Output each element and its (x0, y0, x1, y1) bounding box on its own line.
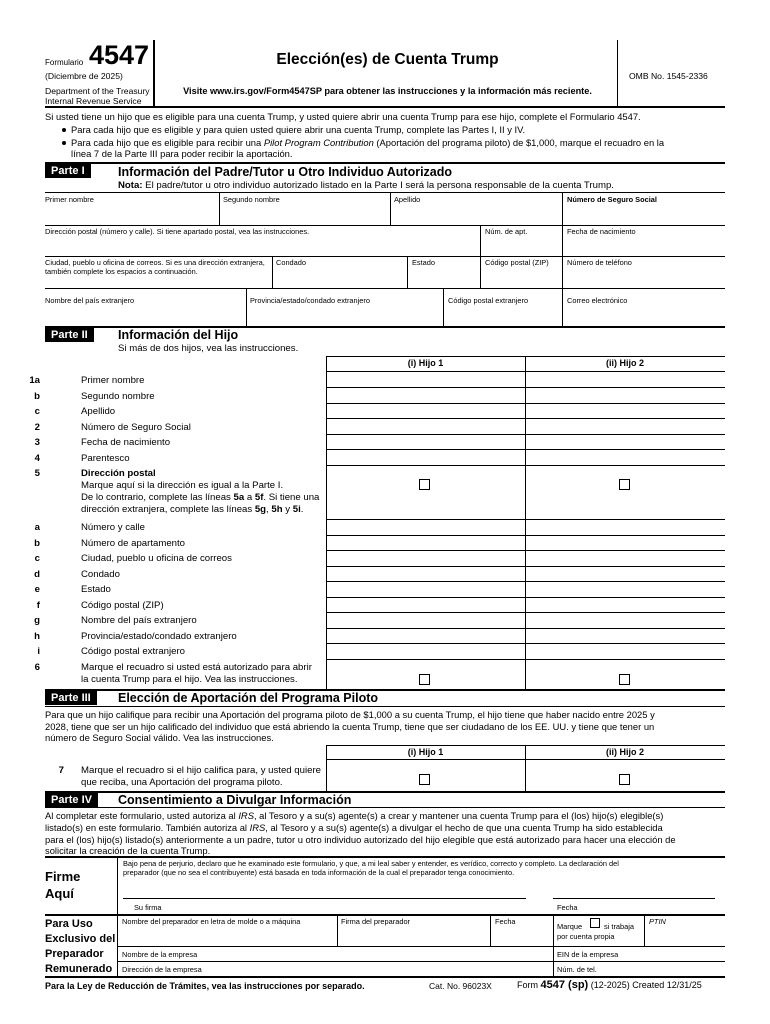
field-first-name[interactable]: Primer nombre (45, 195, 94, 204)
line-6-text-1: Marque el recuadro si usted está autorizado para abrir (81, 662, 312, 673)
ptin-field[interactable]: PTIN (649, 917, 666, 926)
line-5a: Número y calle (81, 522, 145, 533)
line-num: c (34, 406, 40, 417)
perjury-text-1: Bajo pena de perjurio, declaro que he examinado este formulario, y que, a mi leal saber y entender, es verídico, correcto y completo. La declaración del (123, 859, 619, 868)
line-dob: Fecha de nacimiento (81, 437, 171, 448)
perjury-text-2: preparador (que no sea el contribuyente) está basada en toda información de la cual el preparador tenga conocimiento. (123, 868, 515, 877)
preparer-label-3: Preparador (45, 948, 104, 960)
line-5c: Ciudad, pueblo u oficina de correos (81, 553, 232, 564)
line-num: 7 (58, 765, 64, 776)
part-2-subtitle: Si más de dos hijos, vea las instrucciones. (118, 343, 299, 354)
field-email[interactable]: Correo electrónico (567, 296, 628, 305)
part-1-note: Nota: El padre/tutor u otro individuo autorizado listado en la Parte I será la persona responsable de la cuenta Trump. (118, 180, 614, 191)
line-last-name: Apellido (81, 406, 116, 417)
line-5e: Estado (81, 584, 111, 595)
field-zip[interactable]: Código postal (ZIP) (485, 258, 549, 267)
instructions-url[interactable]: Visite www.irs.gov/Form4547SP para obtener las instrucciones y la información más reciente. (183, 86, 592, 96)
line-num: b (34, 538, 40, 549)
field-foreign-province[interactable]: Provincia/estado/condado extranjero (250, 296, 370, 305)
preparer-label-4: Remunerado (45, 963, 113, 975)
line-6-authorized-checkbox-child-2[interactable] (619, 674, 630, 685)
form-revision: (Diciembre de 2025) (45, 71, 123, 81)
preparer-signature-field[interactable]: Firma del preparador (341, 917, 411, 926)
line-5b: Número de apartamento (81, 538, 185, 549)
preparer-date-field[interactable]: Fecha (495, 917, 516, 926)
line-6-text-2: la cuenta Trump para el hijo. Vea las instrucciones. (81, 674, 298, 685)
line-first-name: Primer nombre (81, 375, 145, 386)
omb-number: OMB No. 1545-2336 (629, 71, 708, 81)
line-num: 4 (34, 453, 40, 464)
line-num: c (34, 553, 40, 564)
part-2-badge: Parte II (45, 328, 94, 342)
part-3-para-3: número de Seguro Social válido. Vea las instrucciones. (45, 732, 274, 743)
line-7-pilot-checkbox-child-1[interactable] (419, 774, 430, 785)
line-5-text-1: Marque aquí si la dirección es igual a la Parte I. (81, 480, 284, 491)
part-3-badge: Parte III (45, 691, 97, 705)
footer-form-id: Form 4547 (sp) (12-2025) Created 12/31/25 (517, 979, 702, 991)
line-7-text-2: que reciba, una Aportación del programa piloto. (81, 777, 283, 788)
sign-here-label-2: Aquí (45, 886, 74, 901)
part-3-para-2: 2028, tiene que ser un hijo calificado del individuo que está abriendo la cuenta Trump, tiene que ser ciudadano de los EE. UU. y tiene que tener un (45, 721, 655, 732)
preparer-name-field[interactable]: Nombre del preparador en letra de molde o a máquina (122, 917, 301, 926)
footer-paperwork-notice: Para la Ley de Reducción de Trámites, vea las instrucciones por separado. (45, 981, 365, 991)
line-5d: Condado (81, 569, 120, 580)
field-foreign-country[interactable]: Nombre del país extranjero (45, 296, 135, 305)
part-2-col-child-2: (ii) Hijo 2 (606, 358, 644, 368)
line-6-authorized-checkbox-child-1[interactable] (419, 674, 430, 685)
line-num: 2 (34, 422, 40, 433)
part-4-badge: Parte IV (45, 793, 98, 807)
line-num: g (34, 615, 40, 626)
intro-bullet-2: Para cada hijo que es eligible para recibir una Pilot Program Contribution (Aportación del programa piloto) de $1,000, marque el recuadro en la (62, 137, 664, 148)
line-ssn: Número de Seguro Social (81, 422, 191, 433)
line-5-text-2: De lo contrario, complete las líneas 5a a 5f. Si tiene una (81, 492, 320, 503)
form-label: Formulario (45, 58, 84, 67)
firm-phone-field[interactable]: Núm. de tel. (557, 965, 597, 974)
self-employed-label-c: por cuenta propia (557, 932, 615, 941)
line-relationship: Parentesco (81, 453, 130, 464)
footer-cat-number: Cat. No. 96023X (429, 981, 492, 991)
part-3-title: Elección de Aportación del Programa Piloto (118, 691, 379, 705)
line-num: d (34, 569, 40, 580)
agency: Internal Revenue Service (45, 96, 142, 106)
line-num: f (36, 600, 40, 611)
line-5i: Código postal extranjero (81, 646, 185, 657)
line-num: b (34, 391, 40, 402)
line-5-title: Dirección postal (81, 468, 156, 479)
preparer-label-2: Exclusivo del (45, 933, 116, 945)
part-3-col-child-1: (i) Hijo 1 (407, 747, 444, 757)
form-title: Elección(es) de Cuenta Trump (276, 51, 499, 68)
sign-date-field[interactable]: Fecha (557, 903, 578, 912)
line-num: a (34, 522, 40, 533)
preparer-label-1: Para Uso (45, 918, 93, 930)
part-4-para-3: para el (los) hijo(s) listado(s) anteriormente a un padre, tutor u otro individuo autorizado del hijo elegible que está autorizado para hacer una elección de (45, 834, 676, 845)
field-city[interactable]: Ciudad, pueblo u oficina de correos. Si es una dirección extranjera, también complete los espacios a continuación. (45, 258, 265, 276)
field-last-name[interactable]: Apellido (394, 195, 421, 204)
line-middle-name: Segundo nombre (81, 391, 155, 402)
field-address[interactable]: Dirección postal (número y calle). Si tiene apartado postal, vea las instrucciones. (45, 227, 310, 236)
part-4-title: Consentimiento a Divulgar Información (118, 793, 352, 807)
line-5-same-address-checkbox-child-1[interactable] (419, 479, 430, 490)
part-4-para-2: listado(s) en este formulario. También autoriza al IRS, al Tesoro y a su(s) agente(s) a divulgar el hecho de que una cuenta Trump ha sido establecida (45, 822, 663, 833)
field-middle-name[interactable]: Segundo nombre (223, 195, 280, 204)
firm-name-field[interactable]: Nombre de la empresa (122, 950, 198, 959)
self-employed-label-b: si trabaja (604, 922, 634, 931)
part-4-para-1: Al completar este formulario, usted autoriza al IRS, al Tesoro y a su(s) agente(s) a crear y mantener una cuenta Trump para el (los) hijo(s) elegible(s) (45, 810, 664, 821)
line-num: e (34, 584, 40, 595)
field-foreign-postal[interactable]: Código postal extranjero (448, 296, 529, 305)
firm-ein-field[interactable]: EIN de la empresa (557, 950, 619, 959)
self-employed-checkbox[interactable] (590, 918, 600, 928)
part-2-col-child-1: (i) Hijo 1 (407, 358, 444, 368)
part-3-col-child-2: (ii) Hijo 2 (606, 747, 644, 757)
part-1-badge: Parte I (45, 164, 91, 178)
line-num: h (34, 631, 40, 642)
your-signature-field[interactable]: Su firma (134, 903, 162, 912)
field-apt[interactable]: Núm. de apt. (485, 227, 528, 236)
line-7-pilot-checkbox-child-2[interactable] (619, 774, 630, 785)
part-1-title: Información del Padre/Tutor u Otro Individuo Autorizado (118, 165, 453, 179)
part-4-para-4: solicitar la creación de la cuenta Trump. (45, 845, 211, 856)
line-num: 3 (34, 437, 40, 448)
line-5-text-3: dirección extranjera, complete las líneas 5g, 5h y 5i. (81, 504, 304, 515)
form-number: 4547 (89, 40, 150, 70)
self-employed-label: Marque (557, 922, 583, 931)
intro-line: Si usted tiene un hijo que es eligible para una cuenta Trump, y usted quiere abrir una cuenta Trump para ese hijo, complete el Formulario 4547. (45, 111, 641, 122)
department: Department of the Treasury (45, 86, 150, 96)
line-num: 1a (29, 375, 40, 386)
line-num: i (37, 646, 40, 657)
field-dob[interactable]: Fecha de nacimiento (567, 227, 636, 236)
intro-bullet-1: Para cada hijo que es eligible y para quien usted quiere abrir una cuenta Trump, complete las Partes I, II y IV. (62, 124, 525, 135)
field-state[interactable]: Estado (412, 258, 436, 267)
line-num: 6 (34, 662, 40, 673)
field-ssn[interactable]: Número de Seguro Social (567, 195, 657, 204)
line-num: 5 (34, 468, 40, 479)
field-county[interactable]: Condado (276, 258, 306, 267)
part-2-title: Información del Hijo (118, 328, 239, 342)
line-5-same-address-checkbox-child-2[interactable] (619, 479, 630, 490)
part-3-para-1: Para que un hijo califique para recibir una Aportación del programa piloto de $1,000 a su cuenta Trump, el hijo tiene que haber nacido entre 2025 y (45, 709, 655, 720)
line-5h: Provincia/estado/condado extranjero (81, 631, 237, 642)
line-5f: Código postal (ZIP) (81, 600, 164, 611)
line-7-text-1: Marque el recuadro si el hijo califica para, y usted quiere (81, 765, 321, 776)
field-phone[interactable]: Número de teléfono (567, 258, 632, 267)
firm-address-field[interactable]: Dirección de la empresa (122, 965, 202, 974)
intro-bullet-2-cont: línea 7 de la Parte III para poder recibir la aportación. (71, 148, 293, 159)
line-5g: Nombre del país extranjero (81, 615, 197, 626)
sign-here-label-1: Firme (45, 869, 81, 884)
